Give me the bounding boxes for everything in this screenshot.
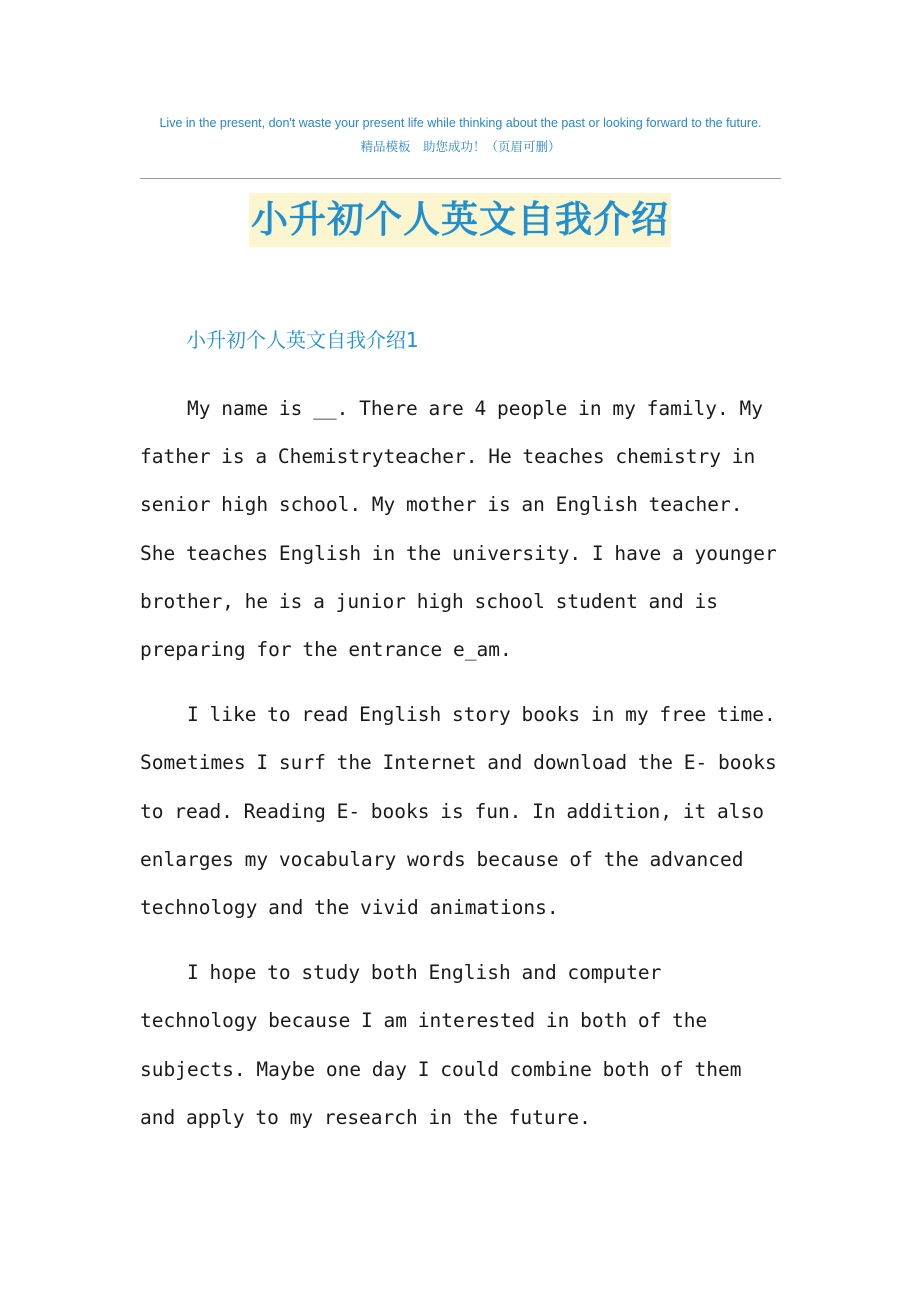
header-subtitle: 精品模板 助您成功！（页眉可删） xyxy=(360,139,561,154)
document-body xyxy=(140,385,790,1159)
header-divider xyxy=(140,178,781,179)
paragraph-line: father is a Chemistryteacher. He teaches chemistry in xyxy=(140,445,756,469)
page-header xyxy=(140,113,781,157)
header-quote: Live in the present, don't waste your present life while thinking about the past or looking forward to the future. xyxy=(159,116,762,130)
paragraph-line: preparing for the entrance e_am. xyxy=(140,638,512,662)
paragraph-line: I like to read English story books in my free time. xyxy=(187,703,776,727)
paragraph-1 xyxy=(140,385,790,674)
title-container xyxy=(0,193,920,247)
paragraph-line: enlarges my vocabulary words because of the advanced xyxy=(140,847,744,871)
paragraph-line: senior high school. My mother is an English teacher. xyxy=(140,493,743,517)
paragraph-line: My name is __. There are 4 people in my family. My xyxy=(187,397,763,420)
paragraph-line: Sometimes I surf the Internet and download the E- books xyxy=(140,751,777,775)
paragraph-line: She teaches English in the university. I have a younger xyxy=(140,541,777,565)
paragraph-line: brother, he is a junior high school student and is xyxy=(140,589,718,613)
paragraph-line: technology because I am interested in both of the xyxy=(140,1009,708,1033)
paragraph-2 xyxy=(140,691,790,932)
document-title: 小升初个人英文自我介绍 xyxy=(249,193,671,247)
paragraph-3 xyxy=(140,949,790,1142)
paragraph-line: I hope to study both English and computer xyxy=(187,961,662,985)
paragraph-line: technology and the vivid animations. xyxy=(140,896,559,920)
paragraph-line: subjects. Maybe one day I could combine both of them xyxy=(140,1057,742,1081)
paragraph-line: and apply to my research in the future. xyxy=(140,1105,591,1129)
section-heading: 小升初个人英文自我介绍1 xyxy=(186,328,419,352)
paragraph-line: to read. Reading E- books is fun. In addition, it also xyxy=(140,799,764,823)
